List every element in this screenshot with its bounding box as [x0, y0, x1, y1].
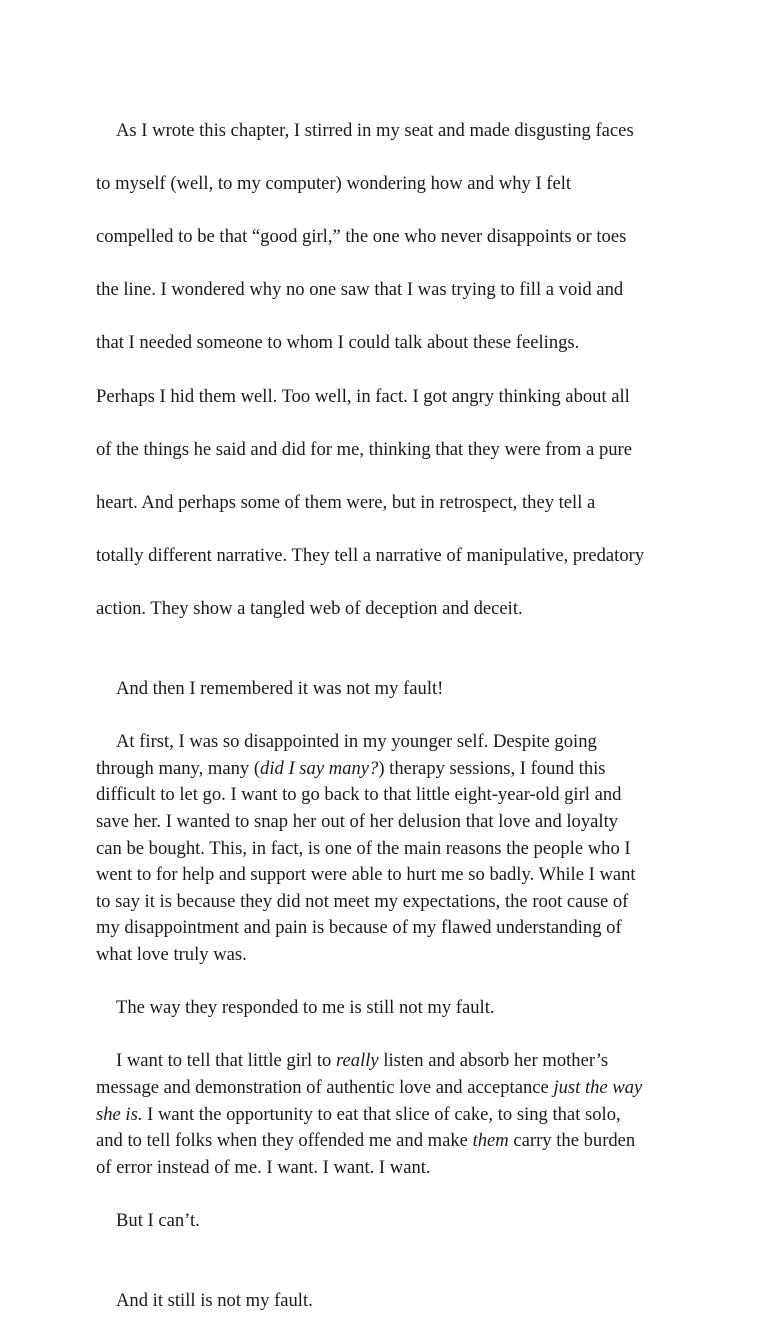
text-run: difficult to let go. I want to go back to that little eight-year-old girl and	[96, 784, 622, 806]
italic-text: just the way	[553, 1076, 643, 1098]
text-line: Perhaps I hid them well. Too well, in fact. I got angry thinking about all	[96, 385, 630, 407]
text-line: totally different narrative. They tell a narrative of manipulative, predatory	[96, 545, 645, 567]
text-line	[96, 729, 678, 756]
text-run: and to tell folks when they offended me and make	[96, 1130, 473, 1152]
text-run: went to for help and support were able to hurt me so badly. While I want	[96, 864, 636, 886]
text-run: At first, I was so disappointed in my younger self. Despite going	[116, 731, 597, 753]
text-line	[96, 836, 678, 863]
text-line: of the things he said and did for me, thinking that they were from a pure	[96, 438, 632, 460]
text-run: can be bought. This, in fact, is one of the main reasons the people who I	[96, 837, 631, 859]
text-run: through many, many (	[96, 757, 261, 779]
text-line: to myself (well, to my computer) wondering how and why I felt	[96, 172, 572, 194]
italic-text: did I say many?	[260, 757, 379, 779]
text-line	[96, 1128, 678, 1155]
text-run: ) therapy sessions, I found this	[378, 757, 606, 779]
text-line: The way they responded to me is still not my fault.	[116, 997, 495, 1019]
text-line: And it still is not my fault.	[116, 1289, 313, 1311]
book-page-body	[96, 91, 678, 1341]
paragraph-not-my-fault	[96, 649, 678, 729]
text-line	[96, 1075, 678, 1102]
paragraph-little-girl	[96, 1048, 678, 1181]
text-line: that I needed someone to whom I could talk about these feelings.	[96, 332, 580, 354]
text-line: But I can’t.	[116, 1209, 200, 1231]
text-line	[96, 1048, 678, 1075]
text-line: compelled to be that “good girl,” the one who never disappoints or toes	[96, 225, 627, 247]
text-run: message and demonstration of authentic love and acceptance	[96, 1076, 554, 1098]
text-line	[96, 889, 678, 916]
text-line: heart. And perhaps some of them were, but in retrospect, they tell a	[96, 491, 596, 513]
text-line	[96, 942, 678, 969]
text-line: And then I remembered it was not my fault!	[116, 678, 444, 700]
paragraph-chapter-reflection	[96, 91, 678, 649]
italic-text: really	[335, 1050, 379, 1072]
italic-text: them	[472, 1130, 509, 1152]
text-line	[96, 782, 678, 809]
text-line	[96, 1155, 678, 1182]
text-run: to say it is because they did not meet my expectations, the root cause of	[96, 890, 629, 912]
text-run: listen and absorb her mother’s	[378, 1050, 609, 1072]
italic-text: she is.	[96, 1103, 143, 1125]
text-line	[96, 862, 678, 889]
paragraph-responded	[96, 969, 678, 1049]
text-line	[96, 1102, 678, 1129]
text-line: the line. I wondered why no one saw that I was trying to fill a void and	[96, 279, 624, 301]
text-line	[96, 915, 678, 942]
text-line	[96, 809, 678, 836]
text-run: my disappointment and pain is because of my flawed understanding of	[96, 917, 622, 939]
text-line: As I wrote this chapter, I stirred in my seat and made disgusting faces	[116, 119, 634, 141]
text-line: action. They show a tangled web of deception and deceit.	[96, 598, 523, 620]
paragraph-but-i-cant	[96, 1181, 678, 1261]
text-run: save her. I wanted to snap her out of her delusion that love and loyalty	[96, 811, 619, 833]
text-run: what love truly was.	[96, 944, 247, 965]
paragraph-still-not-my-fault	[96, 1261, 678, 1341]
text-line	[96, 756, 678, 783]
paragraph-disappointed	[96, 729, 678, 968]
text-run: of error instead of me. I want. I want. I want.	[96, 1156, 431, 1178]
text-run: carry the burden	[508, 1130, 636, 1152]
text-run: I want to tell that little girl to	[116, 1050, 336, 1072]
text-run: I want the opportunity to eat that slice of cake, to sing that solo,	[142, 1103, 621, 1125]
